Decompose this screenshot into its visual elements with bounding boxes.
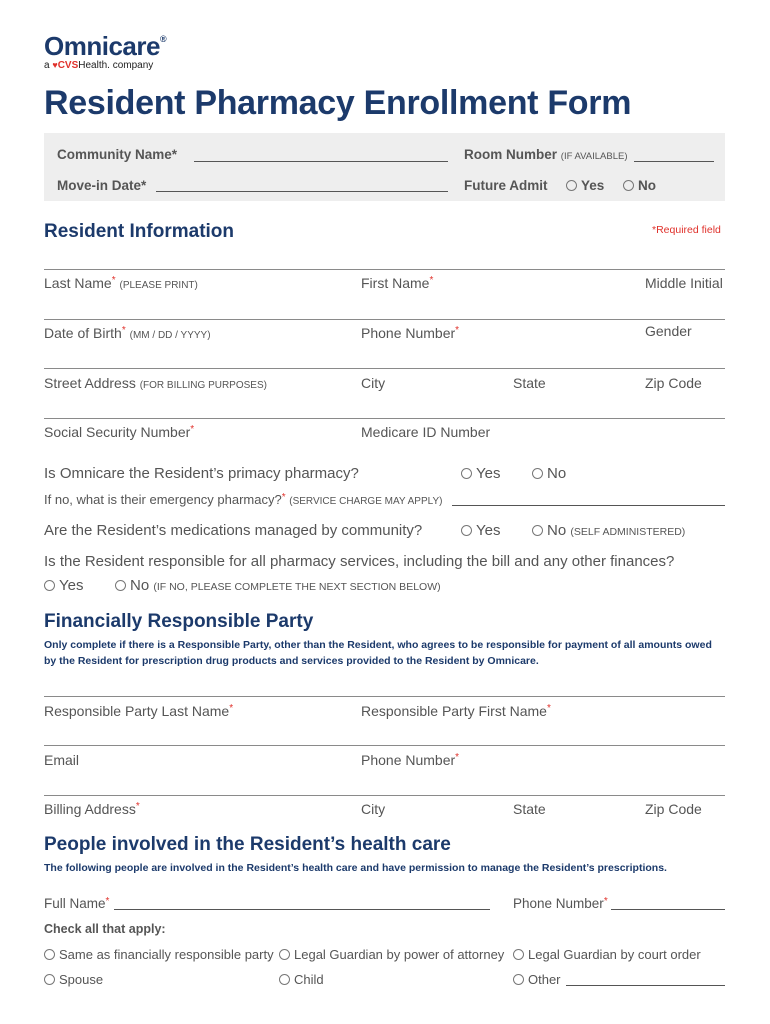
future-admit-label: Future Admit	[464, 178, 548, 193]
rp-email-label: Email	[44, 752, 80, 768]
cvs-health-tagline: a ♥CVSHealth. company	[44, 60, 154, 71]
radio-icon	[461, 525, 472, 536]
name-line[interactable]	[44, 269, 725, 270]
option-spouse[interactable]: Spouse	[44, 972, 103, 987]
people-phone-field[interactable]	[611, 908, 725, 910]
radio-icon	[115, 580, 126, 591]
people-phone-label: Phone Number*	[513, 896, 608, 911]
rp-state-label: State	[513, 801, 546, 817]
rp-city-label: City	[361, 801, 386, 817]
emergency-pharmacy-label: If no, what is their emergency pharmacy?* (SERVICE CHARGE MAY APPLY)	[44, 492, 443, 507]
people-involved-heading: People involved in the Resident’s health care	[44, 834, 451, 855]
medications-managed-yes[interactable]: Yes	[461, 522, 500, 539]
people-involved-intro: The following people are involved in the Resident’s health care and have permission to manage the Resident’s prescriptions.	[44, 862, 667, 874]
option-same-as-financial[interactable]: Same as financially responsible party	[44, 947, 274, 962]
community-name-label: Community Name*	[57, 147, 178, 162]
medications-managed-question: Are the Resident’s medications managed by community?	[44, 522, 423, 539]
middle-initial-label: Middle Initial	[645, 275, 723, 291]
radio-icon	[44, 949, 55, 960]
responsible-question: Is the Resident responsible for all pharmacy services, including the bill and any other finances?	[44, 553, 675, 570]
rp-contact-line[interactable]	[44, 745, 725, 746]
radio-icon	[279, 974, 290, 985]
page-title: Resident Pharmacy Enrollment Form	[44, 84, 632, 122]
address-line[interactable]	[44, 368, 725, 369]
move-in-date-label: Move-in Date*	[57, 178, 147, 193]
gender-label: Gender	[645, 323, 692, 339]
emergency-pharmacy-field[interactable]	[452, 504, 725, 506]
room-number-field[interactable]	[634, 160, 714, 162]
state-label: State	[513, 375, 546, 391]
heart-icon: ♥	[52, 60, 58, 70]
first-name-label: First Name*	[361, 275, 434, 291]
radio-icon	[279, 949, 290, 960]
financial-party-intro: Only complete if there is a Responsible Party, other than the Resident, who agrees to be responsible for payment of all amounts owed by the Resident for prescription drug products and services provided to the Resident by Omnicare.	[44, 639, 712, 667]
resident-info-heading: Resident Information	[44, 221, 235, 242]
ssn-line[interactable]	[44, 418, 725, 419]
community-name-field[interactable]	[194, 160, 448, 162]
rp-phone-label: Phone Number*	[361, 752, 460, 768]
option-legal-guardian-court[interactable]: Legal Guardian by court order	[513, 947, 701, 962]
full-name-label: Full Name*	[44, 896, 110, 911]
room-number-label: Room Number (IF AVAILABLE)	[464, 147, 628, 162]
rp-zip-code-label: Zip Code	[645, 801, 702, 817]
financial-party-heading: Financially Responsible Party	[44, 611, 314, 632]
responsible-yes[interactable]: Yes	[44, 577, 83, 594]
dob-label: Date of Birth* (MM / DD / YYYY)	[44, 325, 211, 341]
last-name-label: Last Name* (PLEASE PRINT)	[44, 275, 198, 291]
street-address-label: Street Address (FOR BILLING PURPOSES)	[44, 375, 267, 391]
medicare-id-label: Medicare ID Number	[361, 424, 491, 440]
future-admit-yes[interactable]: Yes	[566, 178, 604, 193]
ssn-label: Social Security Number*	[44, 424, 195, 440]
radio-icon	[532, 468, 543, 479]
primary-pharmacy-no[interactable]: No	[532, 465, 566, 482]
omnicare-logo: Omnicare®	[44, 31, 167, 61]
radio-icon	[513, 974, 524, 985]
rp-first-name-label: Responsible Party First Name*	[361, 703, 551, 719]
medications-managed-no[interactable]: No (SELF ADMINISTERED)	[532, 522, 685, 539]
rp-address-line[interactable]	[44, 795, 725, 796]
option-child[interactable]: Child	[279, 972, 324, 987]
move-in-date-field[interactable]	[156, 190, 448, 192]
option-legal-guardian-poa[interactable]: Legal Guardian by power of attorney	[279, 947, 504, 962]
radio-icon	[566, 180, 577, 191]
phone-label: Phone Number*	[361, 325, 460, 341]
responsible-no[interactable]: No (IF NO, PLEASE COMPLETE THE NEXT SECTION BELOW)	[115, 577, 441, 594]
option-other[interactable]: Other	[513, 972, 561, 987]
rp-name-line[interactable]	[44, 696, 725, 697]
radio-icon	[44, 580, 55, 591]
required-field-note: *Required field	[652, 224, 721, 236]
full-name-field[interactable]	[114, 908, 490, 910]
city-label: City	[361, 375, 386, 391]
future-admit-no[interactable]: No	[623, 178, 656, 193]
rp-last-name-label: Responsible Party Last Name*	[44, 703, 234, 719]
dob-line[interactable]	[44, 319, 725, 320]
primary-pharmacy-question: Is Omnicare the Resident’s primacy pharmacy?	[44, 465, 359, 482]
radio-icon	[532, 525, 543, 536]
rp-billing-address-label: Billing Address*	[44, 801, 140, 817]
radio-icon	[44, 974, 55, 985]
zip-code-label: Zip Code	[645, 375, 702, 391]
radio-icon	[513, 949, 524, 960]
check-all-label: Check all that apply:	[44, 922, 166, 936]
radio-icon	[623, 180, 634, 191]
other-field[interactable]	[566, 984, 725, 986]
radio-icon	[461, 468, 472, 479]
primary-pharmacy-yes[interactable]: Yes	[461, 465, 500, 482]
